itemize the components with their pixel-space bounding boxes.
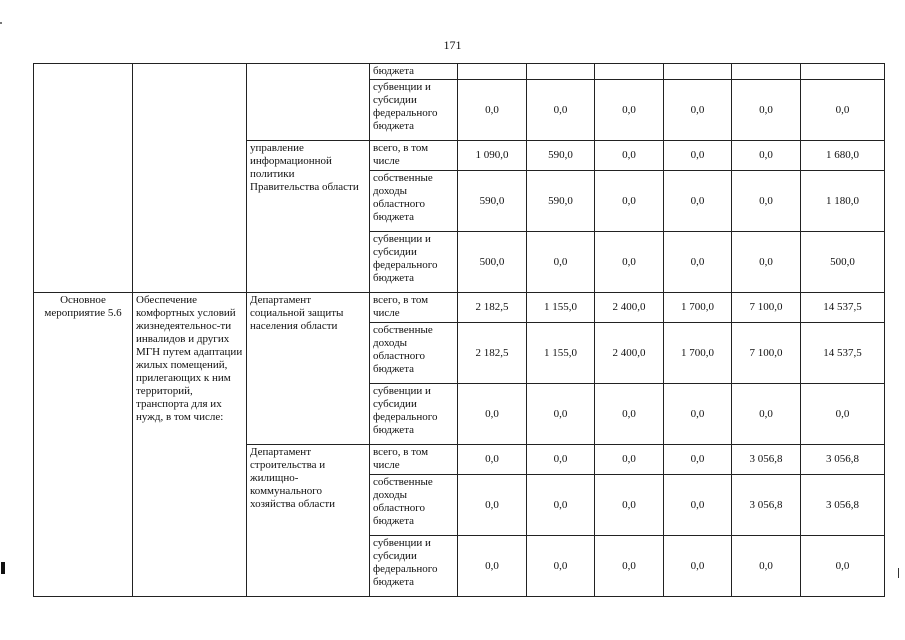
value-cell: 1 090,0 [458, 141, 527, 171]
value-cell: 14 537,5 [801, 293, 885, 323]
description-cell-empty [133, 64, 247, 293]
value-cell: 0,0 [527, 232, 595, 293]
value-cell: 0,0 [664, 141, 732, 171]
funding-type-cell: всего, в том числе [370, 141, 458, 171]
value-cell [664, 64, 732, 80]
value-cell: 0,0 [527, 384, 595, 445]
measure-cell-empty [34, 64, 133, 293]
value-cell: 0,0 [732, 141, 801, 171]
value-cell: 0,0 [595, 232, 664, 293]
budget-table [33, 63, 885, 597]
executor-cell: Департамент строительства и жилищно-коммунального хозяйства области [247, 445, 370, 597]
value-cell: 0,0 [664, 232, 732, 293]
value-cell: 1 700,0 [664, 293, 732, 323]
value-cell: 0,0 [458, 384, 527, 445]
measure-cell: Основное мероприятие 5.6 [34, 293, 133, 597]
value-cell: 0,0 [595, 475, 664, 536]
value-cell: 0,0 [801, 384, 885, 445]
value-cell: 0,0 [664, 80, 732, 141]
funding-type-cell: всего, в том числе [370, 293, 458, 323]
value-cell: 500,0 [458, 232, 527, 293]
value-cell: 2 182,5 [458, 293, 527, 323]
value-cell: 1 700,0 [664, 323, 732, 384]
value-cell: 590,0 [527, 141, 595, 171]
value-cell: 0,0 [732, 171, 801, 232]
value-cell: 0,0 [458, 445, 527, 475]
value-cell: 7 100,0 [732, 323, 801, 384]
funding-type-cell: субвенции и субсидии федерального бюджета [370, 80, 458, 141]
value-cell: 590,0 [527, 171, 595, 232]
executor-cell-empty [247, 64, 370, 141]
funding-type-cell: всего, в том числе [370, 445, 458, 475]
value-cell [458, 64, 527, 80]
value-cell: 1 155,0 [527, 293, 595, 323]
scan-mark-right [898, 568, 899, 578]
value-cell: 2 182,5 [458, 323, 527, 384]
value-cell: 2 400,0 [595, 323, 664, 384]
value-cell: 0,0 [595, 384, 664, 445]
value-cell: 0,0 [732, 384, 801, 445]
value-cell: 7 100,0 [732, 293, 801, 323]
value-cell: 0,0 [527, 80, 595, 141]
value-cell: 3 056,8 [732, 475, 801, 536]
value-cell: 1 680,0 [801, 141, 885, 171]
funding-type-cell: собственные доходы областного бюджета [370, 171, 458, 232]
value-cell: 0,0 [801, 536, 885, 597]
value-cell: 0,0 [732, 80, 801, 141]
description-cell: Обеспечение комфортных условий жизнедеятельнос-ти инвалидов и других МГН путем адаптации жилых помещений, прилегающих к ним территорий, транспорта для их нужд, в том числе: [133, 293, 247, 597]
value-cell: 1 155,0 [527, 323, 595, 384]
funding-type-cell: субвенции и субсидии федерального бюджета [370, 384, 458, 445]
page-number: 171 [443, 38, 462, 52]
value-cell: 0,0 [732, 232, 801, 293]
value-cell: 0,0 [458, 475, 527, 536]
value-cell: 0,0 [664, 445, 732, 475]
value-cell: 0,0 [527, 475, 595, 536]
funding-type-cell: бюджета [370, 64, 458, 80]
value-cell [527, 64, 595, 80]
value-cell [732, 64, 801, 80]
value-cell: 2 400,0 [595, 293, 664, 323]
value-cell [595, 64, 664, 80]
value-cell: 500,0 [801, 232, 885, 293]
value-cell: 1 180,0 [801, 171, 885, 232]
value-cell: 0,0 [595, 80, 664, 141]
value-cell: 0,0 [595, 536, 664, 597]
value-cell: 3 056,8 [801, 445, 885, 475]
scan-mark-left [1, 562, 5, 574]
value-cell: 0,0 [595, 445, 664, 475]
executor-cell: управление информационной политики Правительства области [247, 141, 370, 293]
value-cell: 3 056,8 [801, 475, 885, 536]
value-cell: 0,0 [595, 171, 664, 232]
funding-type-cell: субвенции и субсидии федерального бюджета [370, 536, 458, 597]
value-cell: 590,0 [458, 171, 527, 232]
value-cell [801, 64, 885, 80]
funding-type-cell: субвенции и субсидии федерального бюджета [370, 232, 458, 293]
scan-dot [0, 22, 2, 24]
value-cell: 0,0 [732, 536, 801, 597]
funding-type-cell: собственные доходы областного бюджета [370, 323, 458, 384]
value-cell: 0,0 [595, 141, 664, 171]
value-cell: 0,0 [458, 536, 527, 597]
executor-cell: Департамент социальной защиты населения области [247, 293, 370, 445]
value-cell: 0,0 [527, 536, 595, 597]
value-cell: 0,0 [664, 536, 732, 597]
table-row [34, 293, 885, 323]
value-cell: 0,0 [664, 384, 732, 445]
table-row [34, 64, 885, 80]
funding-type-cell: собственные доходы областного бюджета [370, 475, 458, 536]
value-cell: 3 056,8 [732, 445, 801, 475]
value-cell: 0,0 [527, 445, 595, 475]
value-cell: 0,0 [664, 475, 732, 536]
value-cell: 0,0 [458, 80, 527, 141]
value-cell: 14 537,5 [801, 323, 885, 384]
value-cell: 0,0 [664, 171, 732, 232]
value-cell: 0,0 [801, 80, 885, 141]
